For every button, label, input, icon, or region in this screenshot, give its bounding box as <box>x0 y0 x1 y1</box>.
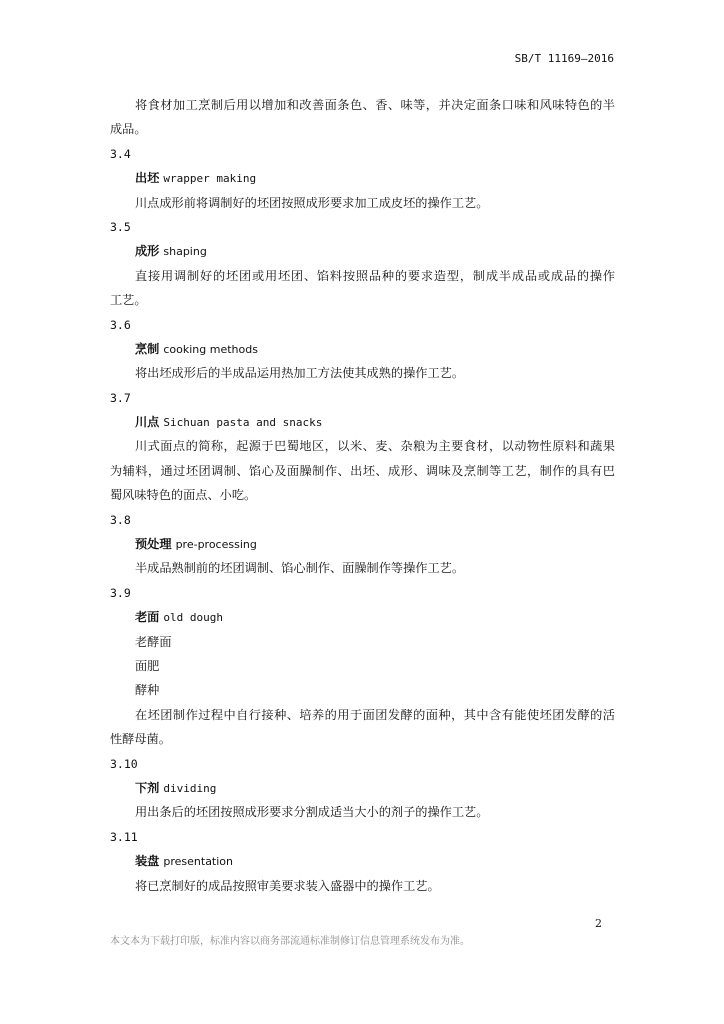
term-english: cooking methods <box>163 342 258 356</box>
definition-3-8: 半成品熟制前的坯团调制、馅心制作、面臊制作等操作工艺。 <box>135 561 465 576</box>
section-number-3-4: 3.4 <box>110 146 131 161</box>
section-number-3-9: 3.9 <box>110 585 131 600</box>
definition-3-4: 川点成形前将调制好的坯团按照成形要求加工成皮坯的操作工艺。 <box>135 195 489 210</box>
term-3-8 <box>110 532 615 556</box>
section-number-3-7: 3.7 <box>110 390 131 405</box>
term-english: old dough <box>163 611 223 625</box>
term-3-5 <box>110 239 615 263</box>
page-number: 2 <box>595 917 602 930</box>
definition-3-6: 将出坯成形后的半成品运用热加工方法使其成熟的操作工艺。 <box>135 366 465 381</box>
standard-code: SB/T 11169—2016 <box>514 52 614 65</box>
definition-3-9-line-1: 在坯团制作过程中自行接种、培养的用于面团发酵的面种，其中含有能使坯团发酵的活 <box>135 707 615 722</box>
definition-3-7-line-1: 川式面点的简称，起源于巴蜀地区，以米、麦、杂粮为主要食材，以动物性原料和蔬果 <box>135 439 615 454</box>
definition-3-11: 将已烹制好的成品按照审美要求装入盛器中的操作工艺。 <box>135 878 440 893</box>
term-3-4 <box>110 166 615 190</box>
term-english: shaping <box>163 245 207 259</box>
definition-3-5-line-2: 工艺。 <box>110 293 147 308</box>
term-3-9 <box>110 605 615 629</box>
section-number-3-10: 3.10 <box>110 756 138 771</box>
term-3-10 <box>110 776 615 800</box>
synonym-3-9-1: 老酵面 <box>135 634 172 649</box>
section-number-3-8: 3.8 <box>110 512 131 527</box>
term-3-6 <box>110 337 615 361</box>
term-chinese: 下剂 <box>135 780 160 795</box>
definition-3-5-line-1: 直接用调制好的坯团或用坯团、馅料按照品种的要求造型，制成半成品或成品的操作 <box>135 268 615 283</box>
definition-3-7-line-2: 为辅料，通过坯团调制、馅心及面臊制作、出坯、成形、调味及烹制等工艺，制作的具有巴 <box>110 463 615 478</box>
term-chinese: 装盘 <box>135 854 160 869</box>
term-english: dividing <box>163 781 217 795</box>
term-english: presentation <box>163 855 234 869</box>
synonym-3-9-2: 面肥 <box>135 658 160 673</box>
term-chinese: 老面 <box>135 610 160 625</box>
footer-note: 本文本为下载打印版，标准内容以商务部流通标准制修订信息管理系统发布为准。 <box>110 936 470 947</box>
section-number-3-5: 3.5 <box>110 219 131 234</box>
section-number-3-11: 3.11 <box>110 829 138 844</box>
intro-text-line-1: 将食材加工烹制后用以增加和改善面条色、香、味等，并决定面条口味和风味特色的半 <box>135 98 615 112</box>
term-chinese: 川点 <box>135 415 160 430</box>
term-chinese: 预处理 <box>135 537 172 552</box>
synonym-3-9-3: 酵种 <box>135 683 160 698</box>
intro-text-line-2: 成品。 <box>110 122 147 137</box>
section-number-3-6: 3.6 <box>110 317 131 332</box>
term-chinese: 烹制 <box>135 341 160 356</box>
term-english: wrapper making <box>163 172 257 186</box>
term-3-7 <box>110 410 615 434</box>
term-chinese: 成形 <box>135 244 160 259</box>
definition-3-7-line-3: 蜀风味特色的面点、小吃。 <box>110 488 257 503</box>
term-3-11 <box>110 849 615 873</box>
term-english: Sichuan pasta and snacks <box>163 416 323 430</box>
document-body <box>110 93 615 898</box>
definition-3-10: 用出条后的坯团按照成形要求分割成适当大小的剂子的操作工艺。 <box>135 805 489 820</box>
term-english: pre-processing <box>175 538 257 552</box>
term-chinese: 出坯 <box>135 171 160 186</box>
definition-3-9-line-2: 性酵母菌。 <box>110 732 171 747</box>
